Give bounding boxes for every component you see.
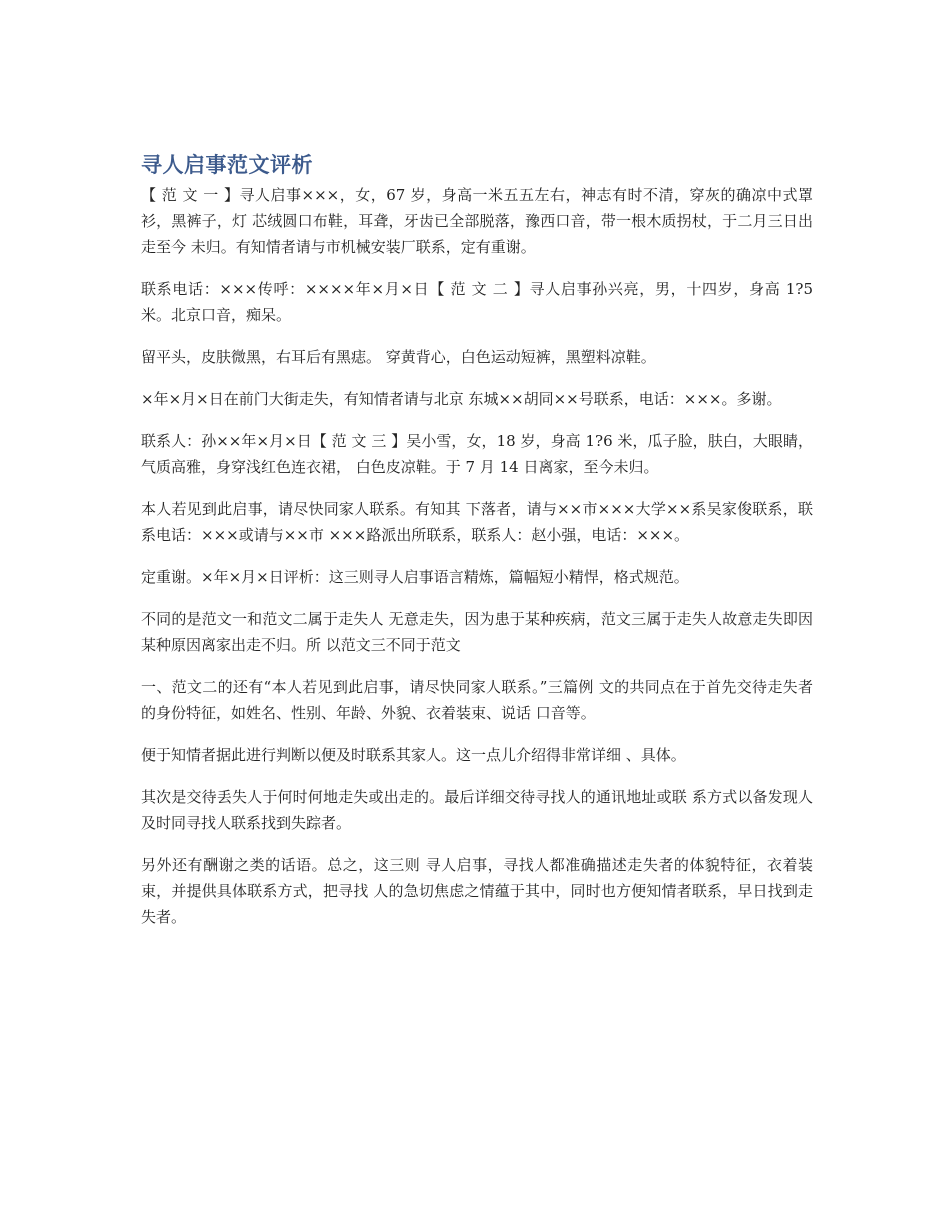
paragraph-11: 其次是交待丢失人于何时何地走失或出走的。最后详细交待寻找人的通讯地址或联 系方式以备发现人及时同寻找人联系找到失踪者。 xyxy=(141,788,813,832)
paragraph-12: 另外还有酬谢之类的话语。总之，这三则 寻人启事，寻找人都准确描述走失者的体貌特征，衣着装束，并提供具体联系方式，把寻找 人的急切焦虑之情蕴于其中，同时也方便知情者联系，早日找到走失者。 xyxy=(141,856,813,926)
paragraph-9: 一、范文二的还有“本人若见到此启事，请尽快同家人联系。”三篇例 文的共同点在于首先交待走失者的身份特征，如姓名、性别、年龄、外貌、衣着装束、说话 口音等。 xyxy=(141,678,813,722)
page-title: 寻人启事范文评析 xyxy=(141,153,313,177)
paragraph-5: 联系人：孙××年×月×日【 范 文 三 】吴小雪，女，18 岁，身高 1?6 米，瓜子脸，肤白，大眼睛，气质高雅，身穿浅红色连衣裙， 白色皮凉鞋。于 7 月 14 日离家，至今未归。 xyxy=(141,432,813,476)
paragraph-10: 便于知情者据此进行判断以便及时联系其家人。这一点儿介绍得非常详细 、具体。 xyxy=(141,746,686,764)
paragraph-2: 联系电话：×××传呼：××××年×月×日【 范 文 二 】寻人启事孙兴亮，男，十四岁，身高 1?5 米。北京口音，痴呆。 xyxy=(141,280,813,324)
paragraph-3: 留平头，皮肤微黑，右耳后有黑痣。 穿黄背心，白色运动短裤，黑塑料凉鞋。 xyxy=(141,348,656,366)
document-body xyxy=(141,150,813,946)
paragraph-7: 定重谢。×年×月×日评析：这三则寻人启事语言精炼，篇幅短小精悍，格式规范。 xyxy=(141,568,689,586)
paragraph-8: 不同的是范文一和范文二属于走失人 无意走失，因为患于某种疾病，范文三属于走失人故意走失即因某种原因离家出走不归。所 以范文三不同于范文 xyxy=(141,610,813,654)
paragraph-4: ×年×月×日在前门大街走失，有知情者请与北京 东城××胡同××号联系，电话：×××。多谢。 xyxy=(141,390,782,408)
paragraph-6: 本人若见到此启事，请尽快同家人联系。有知其 下落者，请与××市×××大学××系吴家俊联系，联系电话：×××或请与××市 ×××路派出所联系，联系人：赵小强，电话：×××。 xyxy=(141,500,813,544)
paragraph-1: 【 范 文 一 】寻人启事×××，女，67 岁，身高一米五五左右，神志有时不清，穿灰的确凉中式罩衫，黑裤子，灯 芯绒圆口布鞋，耳聋，牙齿已全部脱落，豫西口音，带一根木质拐杖，于二月三日出走至今 未归。有知情者请与市机械安装厂联系，定有重谢。 xyxy=(141,186,813,256)
